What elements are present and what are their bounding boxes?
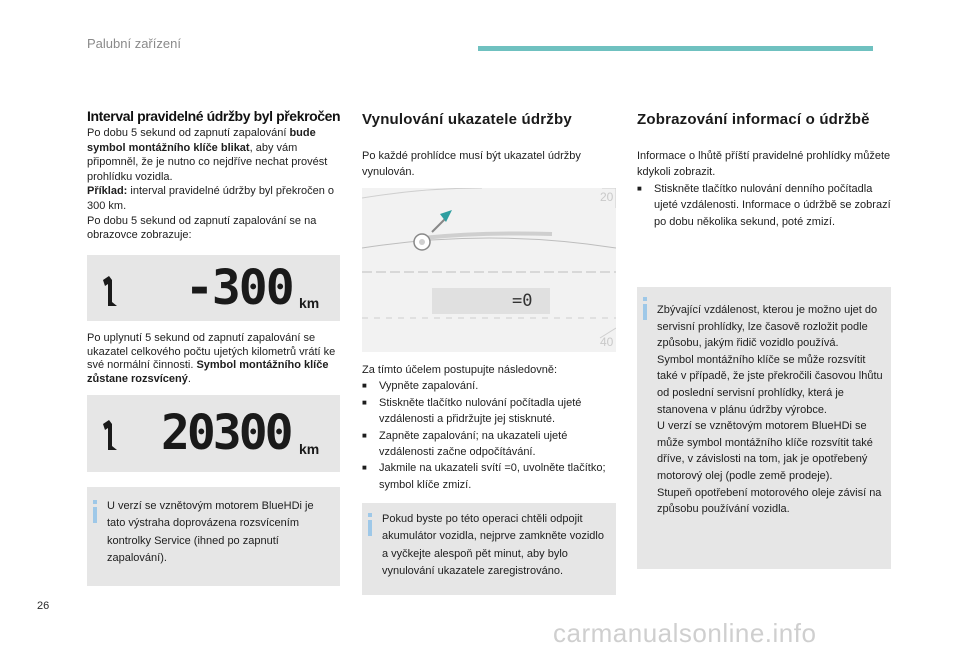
battery-note-box	[362, 503, 616, 595]
cluster-drawing	[362, 188, 616, 352]
bluehdi-note-box	[87, 487, 340, 586]
step-item: ■ Jakmile na ukazateli svítí =0, uvolněte tlačítko; symbol klíče zmizí.	[362, 460, 616, 493]
reset-normal-paragraph: Po uplynutí 5 sekund od zapnutí zapalování se ukazatel celkového počtu ujetých kilometrů vrátí ke své normální činnosti. Symbol montážního klíče zůstane rozsvícený.	[87, 332, 336, 385]
battery-note-text: Pokud byste po této operaci chtěli odpojit akumulátor vozidla, nejprve zamkněte vozidlo a vyčkejte alespoň pět minut, aby bylo vynulování ukazatele zaregistrováno.	[382, 513, 604, 577]
note-marker	[368, 520, 372, 536]
interval-heading: Interval pravidelné údržby byl překročen	[87, 108, 341, 124]
reset-steps	[362, 362, 616, 493]
wrench-icon	[99, 274, 125, 308]
interval-paragraph: Po dobu 5 sekund od zapnutí zapalování bude symbol montážního klíče blikat, aby vám připomněl, že je nutno co nejdříve nechat provést prohlídku vozidla. Příklad: interval pravidelné údržby byl překročen o 300 km. Po dobu 5 sekund od zapnutí zapalování se na obrazovce zobrazuje:	[87, 127, 335, 242]
info-step-item: ■ Stiskněte tlačítko nulování denního počítadla ujeté vzdálenosti. Informace o údržbě se zobrazí po dobu několika sekund, poté zmizí.	[637, 181, 891, 230]
odometer-unit: km	[299, 441, 320, 457]
section-title: Palubní zařízení	[87, 36, 181, 51]
info-paragraph	[637, 148, 891, 230]
odometer-unit: km	[299, 295, 320, 311]
cluster-tick-left: 20	[600, 190, 614, 204]
bluehdi-note-text: U verzí se vznětovým motorem BlueHDi je tato výstraha doprovázena rozsvícením kontrolky Service (ihned po zapnutí zapalování).	[107, 500, 314, 564]
cluster-readout: =0	[512, 291, 533, 311]
odometer-value: -300	[185, 260, 293, 316]
odometer-value: 20300	[161, 405, 291, 461]
header-accent-bar	[478, 46, 873, 51]
odometer-display-total	[87, 395, 340, 472]
note-marker	[643, 304, 647, 320]
info-heading: Zobrazování informací o údržbě	[637, 111, 870, 128]
instrument-cluster-illustration	[362, 188, 616, 352]
remaining-distance-note-text: Zbývající vzdálenost, kterou je možno ujet do servisní prohlídky, lze časově rozložit podle způsobu, jakým řidič vozidlo používá. Symbol montážního klíče se může rozsvítit také v případě, že jste překročili časovou lhůtu od poslední servisní prohlídky, která je stanovena v plánu údržby výrobce. U verzí se vznětovým motorem BlueHDi se může symbol montážního klíče rozsvítit také dříve, v závislosti na tom, jak je opotřebený motorový olej (podle země prodeje). Stupeň opotřebení motorového oleje závisí na způsobu používání vozidla.	[657, 304, 883, 516]
step-item: ■ Stiskněte tlačítko nulování počítadla ujeté vzdálenosti a přidržujte jej stisknuté.	[362, 395, 616, 428]
reset-intro: Po každé prohlídce musí být ukazatel údržby vynulován.	[362, 150, 581, 179]
steps-intro: Za tímto účelem postupujte následovně:	[362, 364, 558, 376]
step-item: ■ Vypněte zapalování.	[362, 378, 616, 394]
cluster-tick-right: 40	[600, 335, 614, 349]
step-item: ■ Zapněte zapalování; na ukazateli ujeté vzdálenosti začne odpočítávání.	[362, 428, 616, 461]
note-marker	[93, 507, 97, 523]
info-intro: Informace o lhůtě příští pravidelné prohlídky můžete kdykoli zobrazit.	[637, 150, 891, 179]
odometer-display-negative	[87, 255, 340, 321]
remaining-distance-note-box	[637, 287, 891, 569]
page-number: 26	[37, 600, 50, 612]
reset-heading: Vynulování ukazatele údržby	[362, 111, 572, 128]
wrench-icon	[99, 418, 125, 452]
watermark: carmanualsonline.info	[553, 618, 817, 648]
